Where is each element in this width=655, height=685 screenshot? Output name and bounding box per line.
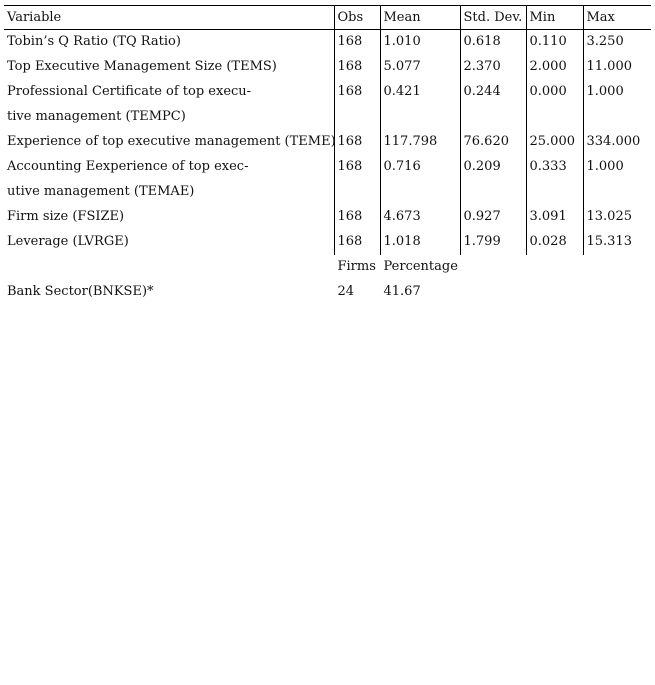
descriptive-statistics-table — [4, 5, 651, 305]
max-cell: 1.000 — [583, 155, 651, 205]
min-cell: 0.000 — [526, 80, 583, 130]
min-cell: 0.028 — [526, 230, 583, 255]
header-std-dev: Std. Dev. — [460, 6, 526, 30]
empty-cell — [460, 280, 526, 305]
table-row — [4, 155, 651, 205]
obs-cell: 168 — [334, 55, 380, 80]
variable-cell — [4, 130, 334, 155]
max-cell: 15.313 — [583, 230, 651, 255]
variable-cell — [4, 205, 334, 230]
obs-cell: 168 — [334, 230, 380, 255]
variable-label-line-2: utive management (TEMAE) — [7, 184, 195, 199]
empty-cell — [4, 255, 334, 280]
obs-cell: 168 — [334, 30, 380, 56]
table-row — [4, 80, 651, 130]
variable-cell — [4, 30, 334, 56]
table-row — [4, 55, 651, 80]
max-cell: 334.000 — [583, 130, 651, 155]
mean-cell: 0.716 — [380, 155, 460, 205]
sd-cell: 2.370 — [460, 55, 526, 80]
bank-sector-label: Bank Sector(BNKSE)* — [7, 284, 154, 299]
min-cell: 3.091 — [526, 205, 583, 230]
table-row — [4, 205, 651, 230]
mean-cell: 4.673 — [380, 205, 460, 230]
table-row — [4, 230, 651, 255]
bank-sector-row — [4, 280, 651, 305]
sub-header-row — [4, 255, 651, 280]
empty-cell — [526, 255, 583, 280]
sub-header-firms: Firms — [337, 259, 376, 274]
variable-label: Tobin’s Q Ratio (TQ Ratio) — [7, 34, 181, 49]
bank-percentage-cell: 41.67 — [383, 284, 421, 299]
sd-cell: 0.244 — [460, 80, 526, 130]
mean-cell: 0.421 — [380, 80, 460, 130]
table-row — [4, 30, 651, 56]
variable-label: Top Executive Management Size (TEMS) — [7, 59, 277, 74]
sd-cell: 76.620 — [460, 130, 526, 155]
max-cell: 13.025 — [583, 205, 651, 230]
header-min: Min — [526, 6, 583, 30]
header-variable: Variable — [4, 6, 334, 30]
empty-cell — [460, 255, 526, 280]
min-cell: 0.333 — [526, 155, 583, 205]
mean-cell: 5.077 — [380, 55, 460, 80]
variable-label: Experience of top executive management (TEME) — [7, 134, 336, 149]
header-mean: Mean — [380, 6, 460, 30]
min-cell: 25.000 — [526, 130, 583, 155]
variable-cell — [4, 230, 334, 255]
header-row — [4, 6, 651, 30]
sub-header-percentage: Percentage — [383, 259, 458, 274]
sd-cell: 0.618 — [460, 30, 526, 56]
header-max: Max — [583, 6, 651, 30]
sd-cell: 0.209 — [460, 155, 526, 205]
table-row — [4, 130, 651, 155]
sd-cell: 0.927 — [460, 205, 526, 230]
empty-cell — [583, 255, 651, 280]
sd-cell: 1.799 — [460, 230, 526, 255]
variable-label-line-1: Accounting Eexperience of top exec- — [7, 159, 249, 174]
bank-firms-cell: 24 — [337, 284, 355, 299]
empty-cell — [583, 280, 651, 305]
max-cell: 1.000 — [583, 80, 651, 130]
variable-label-line-2: tive management (TEMPC) — [7, 109, 186, 124]
obs-cell: 168 — [334, 130, 380, 155]
variable-cell — [4, 155, 334, 205]
header-obs: Obs — [334, 6, 380, 30]
mean-cell: 1.018 — [380, 230, 460, 255]
variable-label: Leverage (LVRGE) — [7, 234, 129, 249]
mean-cell: 1.010 — [380, 30, 460, 56]
mean-cell: 117.798 — [380, 130, 460, 155]
obs-cell: 168 — [334, 80, 380, 130]
min-cell: 2.000 — [526, 55, 583, 80]
obs-cell: 168 — [334, 155, 380, 205]
obs-cell: 168 — [334, 205, 380, 230]
empty-cell — [526, 280, 583, 305]
min-cell: 0.110 — [526, 30, 583, 56]
max-cell: 11.000 — [583, 55, 651, 80]
variable-label: Firm size (FSIZE) — [7, 209, 125, 224]
variable-cell — [4, 55, 334, 80]
max-cell: 3.250 — [583, 30, 651, 56]
variable-label-line-1: Professional Certificate of top execu- — [7, 84, 252, 99]
variable-cell — [4, 80, 334, 130]
